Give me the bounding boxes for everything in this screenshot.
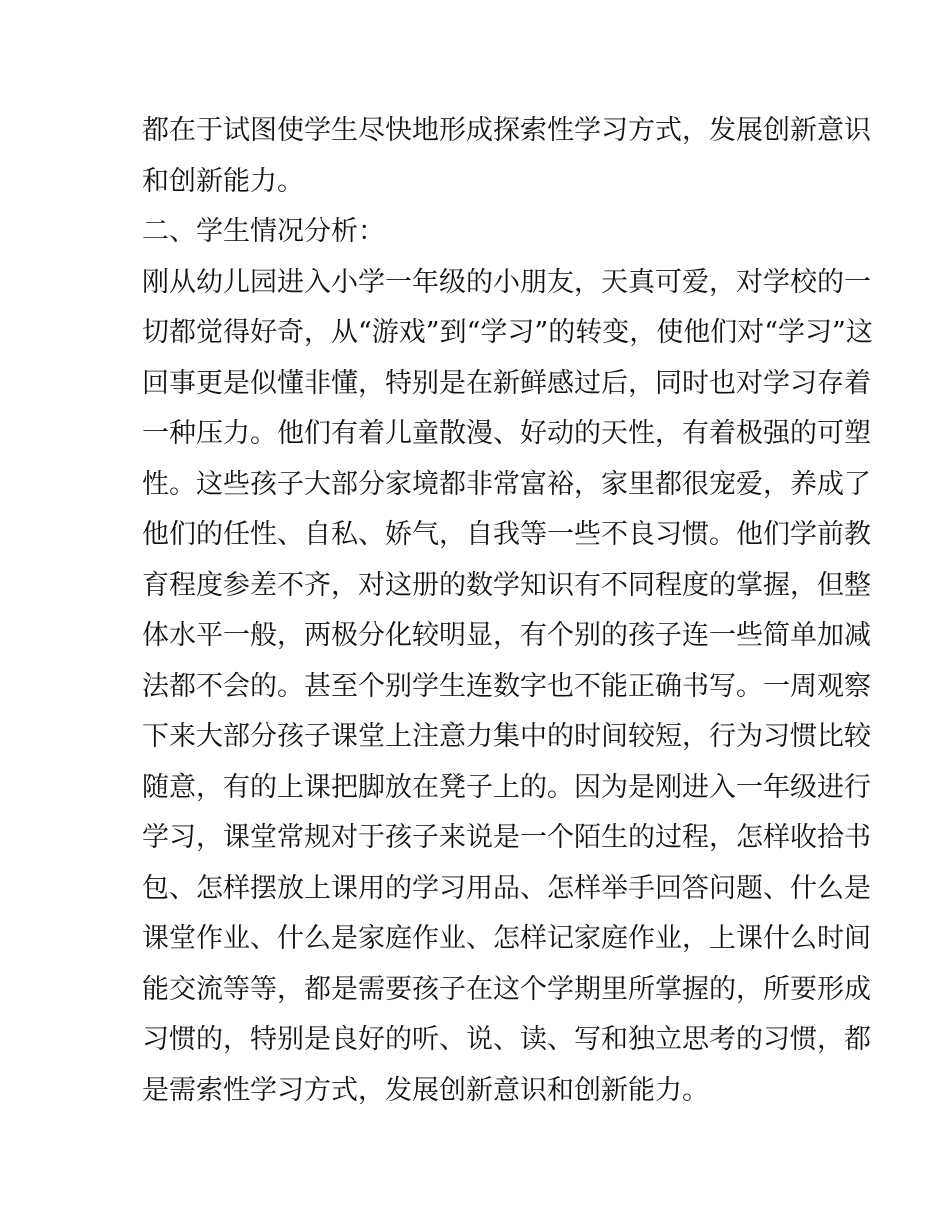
text-line-11: 体水平一般，两极分化较明显，有个别的孩子连一些简单加减 — [142, 620, 871, 651]
text-line-5: 切都觉得好奇，从“游戏”到“学习”的转变，使他们对“学习”这 — [142, 317, 873, 348]
text-line-16: 包、怎样摆放上课用的学习用品、怎样举手回答问题、什么是 — [142, 872, 871, 904]
text-line-7: 一种压力。他们有着儿童散漫、好动的天性，有着极强的可塑 — [142, 418, 871, 449]
text-line-12: 法都不会的。甚至个别学生连数字也不能正确书写。一周观察 — [142, 670, 871, 702]
text-line-18: 能交流等等，都是需要孩子在这个学期里所掌握的，所要形成 — [142, 973, 871, 1005]
text-line-17: 课堂作业、什么是家庭作业、怎样记家庭作业，上课什么时间 — [142, 923, 871, 954]
text-line-13: 下来大部分孩子课堂上注意力集中的时间较短，行为习惯比较 — [142, 721, 871, 752]
body-text — [142, 106, 873, 1116]
text-line-15: 学习，课堂常规对于孩子来说是一个陌生的过程，怎样收拾书 — [142, 822, 871, 853]
text-line-4: 刚从幼儿园进入小学一年级的小朋友，天真可爱，对学校的一 — [142, 266, 871, 298]
text-line-14: 随意，有的上课把脚放在凳子上的。因为是刚进入一年级进行 — [142, 771, 871, 803]
text-line-6: 回事更是似懂非懂，特别是在新鲜感过后，同时也对学习存着 — [142, 367, 871, 399]
text-line-10: 育程度参差不齐，对这册的数学知识有不同程度的掌握，但整 — [142, 569, 871, 601]
text-line-2: 和创新能力。 — [142, 165, 304, 197]
text-line-1: 都在于试图使学生尽快地形成探索性学习方式，发展创新意识 — [142, 115, 871, 146]
section-heading: 二、学生情况分析： — [142, 216, 385, 247]
text-line-8: 性。这些孩子大部分家境都非常富裕，家里都很宠爱，养成了 — [142, 468, 871, 500]
text-line-20: 是需索性学习方式，发展创新意识和创新能力。 — [142, 1074, 709, 1106]
text-line-9: 他们的任性、自私、娇气，自我等一些不良习惯。他们学前教 — [142, 519, 871, 550]
text-line-19: 习惯的，特别是良好的听、说、读、写和独立思考的习惯，都 — [142, 1024, 871, 1055]
